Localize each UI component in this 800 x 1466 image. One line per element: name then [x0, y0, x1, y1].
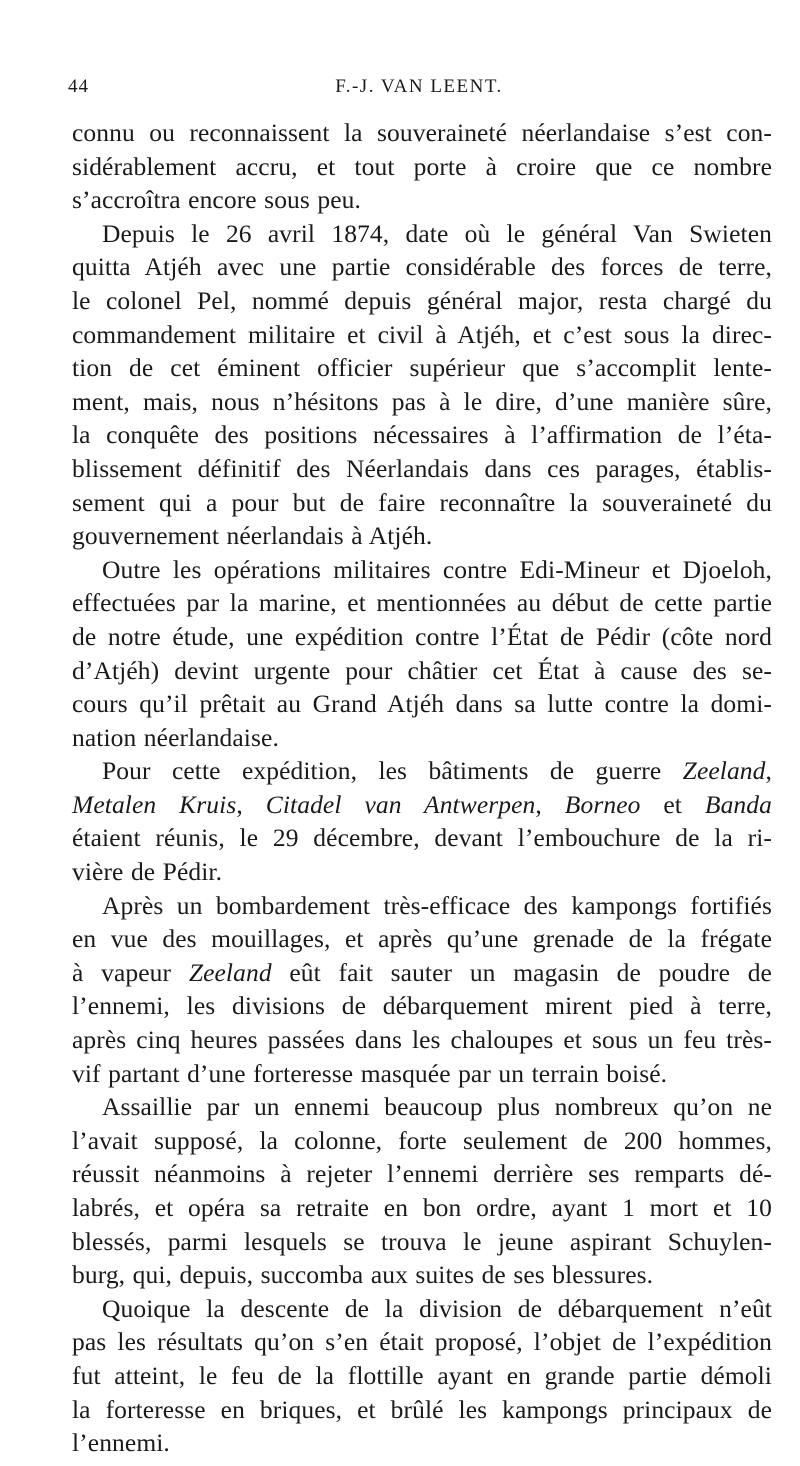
paragraph [72, 1292, 772, 1460]
paragraph [72, 116, 772, 217]
text-line: vif partant d’une forteresse masquée par un terrain boisé. [72, 1058, 668, 1088]
text-line: burg, qui, depuis, succomba aux suites de ses blessures. [72, 1260, 654, 1290]
paragraph [72, 754, 772, 888]
text-line: Après un bombardement très-efficace des kampongs fortifiés [102, 890, 772, 920]
text-line: ment, mais, nous n’hésitons pas à le dire, d’une manière sûre, [72, 386, 772, 416]
page-header [68, 76, 770, 104]
paragraph [72, 217, 772, 553]
text-line: Outre les opérations militaires contre Edi-Mineur et Djoeloh, [102, 554, 772, 584]
text-line: le colonel Pel, nommé depuis général major, resta chargé du [72, 285, 772, 315]
text-line: blissement définitif des Néerlandais dans ces parages, établis- [72, 453, 772, 483]
text-line: sidérablement accru, et tout porte à croire que ce nombre [72, 151, 772, 181]
text-line: effectuées par la marine, et mentionnées au début de cette partie [72, 588, 772, 618]
body-text [72, 116, 772, 1460]
text-line: cours qu’il prêtait au Grand Atjéh dans sa lutte contre la domi- [72, 689, 772, 719]
text-line: tion de cet éminent officier supérieur que s’accomplit lente- [72, 353, 772, 383]
text-line: réussit néanmoins à rejeter l’ennemi derrière ses remparts dé- [72, 1159, 772, 1189]
text-line: la forteresse en briques, et brûlé les kampongs principaux de [72, 1394, 772, 1424]
text-line: l’ennemi, les divisions de débarquement mirent pied à terre, [72, 991, 772, 1021]
text-line: vière de Pédir. [72, 857, 223, 887]
paragraph [72, 553, 772, 755]
text-line: Metalen Kruis, Citadel van Antwerpen, Borneo et Banda [72, 789, 772, 819]
text-line: gouvernement néerlandais à Atjéh. [72, 521, 433, 551]
text-line: Assaillie par un ennemi beaucoup plus nombreux qu’on ne [102, 1092, 772, 1122]
text-line: quitta Atjéh avec une partie considérable des forces de terre, [72, 252, 772, 282]
text-line: d’Atjéh) devint urgente pour châtier cet État à cause des se- [72, 655, 772, 685]
text-line: sement qui a pour but de faire reconnaître la souveraineté du [72, 487, 772, 517]
text-line: nation néerlandaise. [72, 722, 279, 752]
text-line: Pour cette expédition, les bâtiments de guerre Zeeland, [102, 756, 772, 786]
paragraph [72, 889, 772, 1091]
text-line: l’avait supposé, la colonne, forte seulement de 200 hommes, [72, 1125, 772, 1155]
text-line: labrés, et opéra sa retraite en bon ordre, ayant 1 mort et 10 [72, 1193, 772, 1222]
text-line: Depuis le 26 avril 1874, date où le général Van Swieten [102, 218, 772, 248]
text-line: fut atteint, le feu de la flottille ayant en grande partie démoli [72, 1360, 772, 1390]
text-line: pas les résultats qu’on s’en était proposé, l’objet de l’expédition [72, 1327, 772, 1357]
text-line: l’ennemi. [72, 1428, 170, 1458]
paragraph [72, 1090, 772, 1292]
text-line: étaient réunis, le 29 décembre, devant l’embouchure de la ri- [72, 823, 772, 853]
text-line: Quoique la descente de la division de débarquement n’eût [102, 1293, 772, 1323]
text-line: de notre étude, une expédition contre l’État de Pédir (côte nord [72, 621, 772, 651]
text-line: la conquête des positions nécessaires à l’affirmation de l’éta- [72, 420, 772, 450]
text-line: blessés, parmi lesquels se trouva le jeune aspirant Schuylen- [72, 1226, 772, 1256]
page-number: 44 [68, 76, 89, 97]
text-line: en vue des mouillages, et après qu’une grenade de la frégate [72, 924, 772, 954]
text-line: connu ou reconnaissent la souveraineté néerlandaise s’est con- [72, 118, 772, 147]
running-head: F.-J. VAN LEENT. [335, 76, 503, 97]
text-line: commandement militaire et civil à Atjéh, et c’est sous la direc- [72, 319, 772, 349]
text-line: à vapeur Zeeland eût fait sauter un magasin de poudre de [72, 957, 772, 987]
text-line: après cinq heures passées dans les chaloupes et sous un feu très- [72, 1025, 772, 1055]
text-line: s’accroîtra encore sous peu. [72, 185, 362, 215]
